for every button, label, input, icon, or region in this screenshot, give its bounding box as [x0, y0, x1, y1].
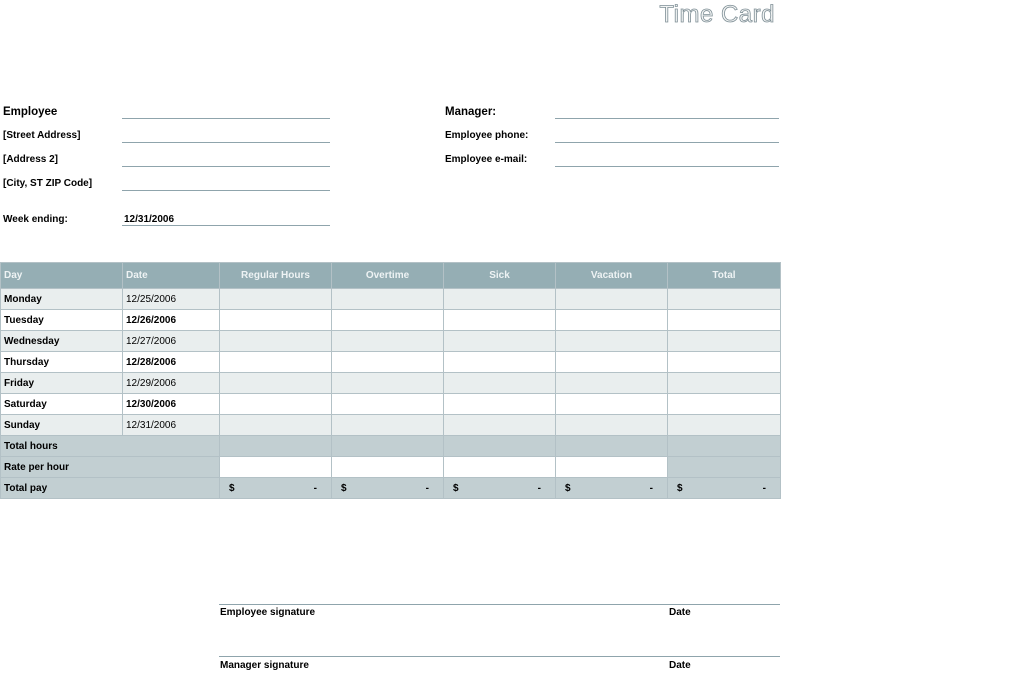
header-sick: Sick	[444, 263, 556, 289]
header-day: Day	[1, 263, 123, 289]
vacation-cell[interactable]	[556, 289, 668, 310]
total-hours-row	[1, 436, 781, 457]
table-row	[1, 352, 781, 373]
total-cell	[668, 373, 781, 394]
total-vacation-cell	[556, 436, 668, 457]
table-row	[1, 310, 781, 331]
date-cell[interactable]: 12/25/2006	[123, 289, 220, 310]
day-cell: Tuesday	[1, 310, 123, 331]
pay-vacation-cell	[556, 478, 668, 499]
pay-amount: -	[537, 482, 541, 494]
rate-vacation-cell[interactable]	[556, 457, 668, 478]
total-pay-label: Total pay	[1, 478, 220, 499]
employee-signature-line[interactable]	[219, 604, 780, 605]
currency-symbol: $	[341, 482, 347, 494]
grand-total-hours-cell	[668, 436, 781, 457]
sick-cell[interactable]	[444, 373, 556, 394]
rate-total-cell	[668, 457, 781, 478]
manager-signature-label: Manager signature	[220, 660, 309, 671]
manager-signature-line[interactable]	[219, 656, 780, 657]
total-cell	[668, 352, 781, 373]
day-cell: Monday	[1, 289, 123, 310]
regular-hours-cell[interactable]	[220, 373, 332, 394]
header-date: Date	[123, 263, 220, 289]
table-row	[1, 415, 781, 436]
vacation-cell[interactable]	[556, 310, 668, 331]
regular-hours-cell[interactable]	[220, 394, 332, 415]
vacation-cell[interactable]	[556, 331, 668, 352]
week-ending-field[interactable]	[122, 225, 330, 226]
sick-cell[interactable]	[444, 415, 556, 436]
overtime-cell[interactable]	[332, 373, 444, 394]
pay-overtime-cell	[332, 478, 444, 499]
vacation-cell[interactable]	[556, 373, 668, 394]
regular-hours-cell[interactable]	[220, 352, 332, 373]
manager-label: Manager:	[445, 106, 497, 118]
address2-field[interactable]	[122, 166, 330, 167]
table-row	[1, 373, 781, 394]
rate-per-hour-label: Rate per hour	[1, 457, 220, 478]
vacation-cell[interactable]	[556, 394, 668, 415]
overtime-cell[interactable]	[332, 415, 444, 436]
employee-signature-label: Employee signature	[220, 607, 316, 618]
regular-hours-cell[interactable]	[220, 415, 332, 436]
total-sick-cell	[444, 436, 556, 457]
overtime-cell[interactable]	[332, 352, 444, 373]
street-address-label: [Street Address]	[3, 130, 81, 141]
regular-hours-cell[interactable]	[220, 289, 332, 310]
sick-cell[interactable]	[444, 310, 556, 331]
employee-phone-field[interactable]	[555, 142, 779, 143]
total-cell	[668, 415, 781, 436]
page-title: Time Card	[659, 1, 775, 28]
employee-email-label: Employee e-mail:	[445, 154, 528, 165]
rate-per-hour-row	[1, 457, 781, 478]
vacation-cell[interactable]	[556, 352, 668, 373]
employee-field[interactable]	[122, 118, 330, 119]
total-cell	[668, 310, 781, 331]
total-cell	[668, 289, 781, 310]
week-ending-label: Week ending:	[3, 214, 68, 225]
regular-hours-cell[interactable]	[220, 310, 332, 331]
week-ending-value[interactable]: 12/31/2006	[124, 214, 175, 225]
header-regular-hours: Regular Hours	[220, 263, 332, 289]
rate-regular-cell[interactable]	[220, 457, 332, 478]
employee-signature-date-label: Date	[669, 607, 691, 618]
employee-phone-label: Employee phone:	[445, 130, 529, 141]
rate-sick-cell[interactable]	[444, 457, 556, 478]
date-cell[interactable]: 12/29/2006	[123, 373, 220, 394]
date-cell[interactable]: 12/26/2006	[123, 310, 220, 331]
pay-amount: -	[649, 482, 653, 494]
employee-email-field[interactable]	[555, 166, 779, 167]
date-cell[interactable]: 12/27/2006	[123, 331, 220, 352]
currency-symbol: $	[565, 482, 571, 494]
sick-cell[interactable]	[444, 289, 556, 310]
city-state-zip-field[interactable]	[122, 190, 330, 191]
rate-overtime-cell[interactable]	[332, 457, 444, 478]
overtime-cell[interactable]	[332, 289, 444, 310]
overtime-cell[interactable]	[332, 331, 444, 352]
header-total: Total	[668, 263, 781, 289]
total-regular-hours-cell	[220, 436, 332, 457]
day-cell: Friday	[1, 373, 123, 394]
currency-symbol: $	[453, 482, 459, 494]
day-cell: Thursday	[1, 352, 123, 373]
currency-symbol: $	[229, 482, 235, 494]
overtime-cell[interactable]	[332, 310, 444, 331]
sick-cell[interactable]	[444, 352, 556, 373]
table-row	[1, 289, 781, 310]
pay-amount: -	[425, 482, 429, 494]
total-hours-label: Total hours	[1, 436, 220, 457]
pay-amount: -	[313, 482, 317, 494]
pay-amount: -	[762, 482, 766, 494]
total-cell	[668, 394, 781, 415]
table-row	[1, 394, 781, 415]
table-row	[1, 331, 781, 352]
regular-hours-cell[interactable]	[220, 331, 332, 352]
overtime-cell[interactable]	[332, 394, 444, 415]
day-cell: Wednesday	[1, 331, 123, 352]
vacation-cell[interactable]	[556, 415, 668, 436]
date-cell[interactable]: 12/31/2006	[123, 415, 220, 436]
timecard-table	[0, 262, 781, 499]
employee-label: Employee	[3, 106, 58, 118]
city-state-zip-label: [City, ST ZIP Code]	[3, 178, 93, 189]
manager-field[interactable]	[555, 118, 779, 119]
street-address-field[interactable]	[122, 142, 330, 143]
manager-signature-date-label: Date	[669, 660, 691, 671]
day-cell: Saturday	[1, 394, 123, 415]
header-overtime: Overtime	[332, 263, 444, 289]
date-cell[interactable]: 12/30/2006	[123, 394, 220, 415]
date-cell[interactable]: 12/28/2006	[123, 352, 220, 373]
total-overtime-cell	[332, 436, 444, 457]
day-cell: Sunday	[1, 415, 123, 436]
currency-symbol: $	[677, 482, 683, 494]
total-pay-row	[1, 478, 781, 499]
table-header-row	[1, 263, 781, 289]
sick-cell[interactable]	[444, 394, 556, 415]
sick-cell[interactable]	[444, 331, 556, 352]
header-vacation: Vacation	[556, 263, 668, 289]
address2-label: [Address 2]	[3, 154, 59, 165]
pay-total-cell	[668, 478, 781, 499]
total-cell	[668, 331, 781, 352]
pay-sick-cell	[444, 478, 556, 499]
pay-regular-cell	[220, 478, 332, 499]
